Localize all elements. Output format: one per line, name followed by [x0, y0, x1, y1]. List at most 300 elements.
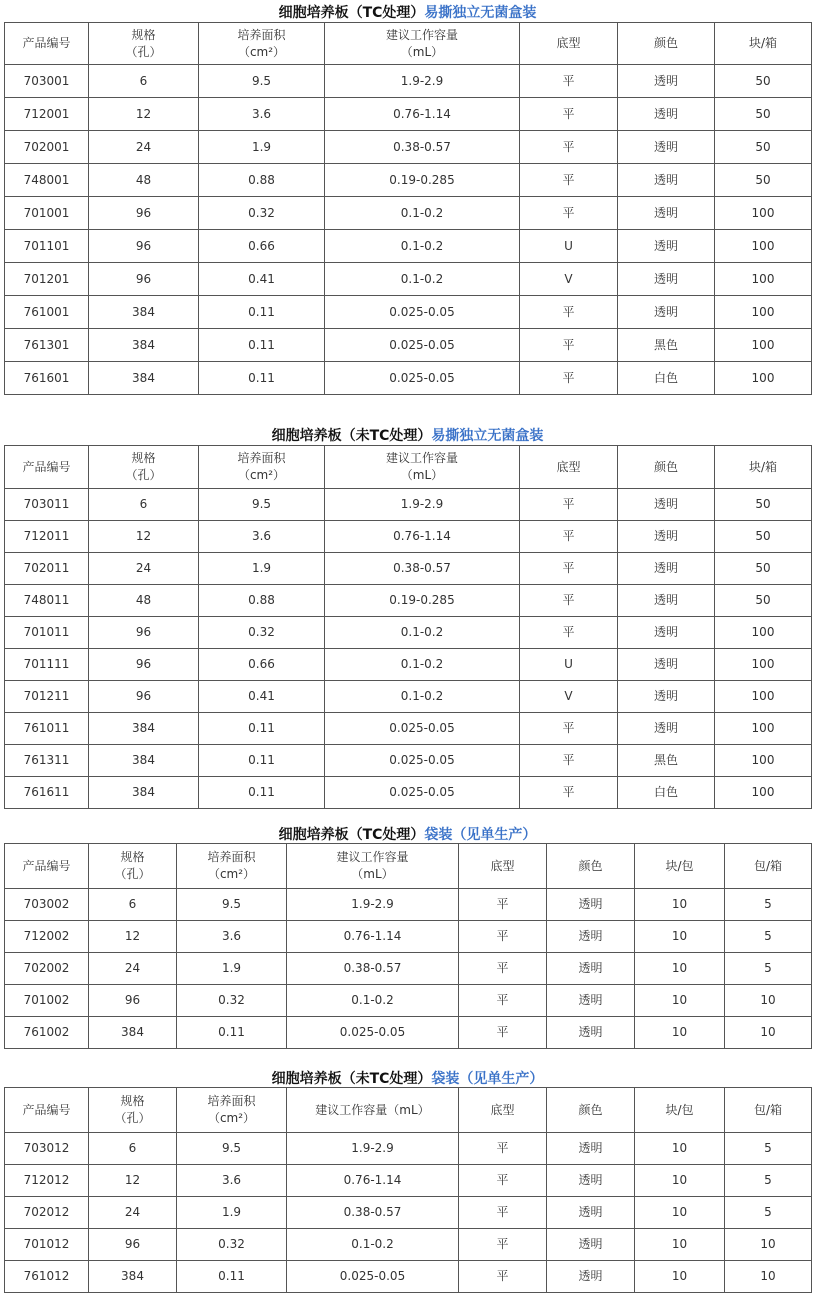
table-cell: 0.025-0.05	[287, 1261, 459, 1293]
table-cell: 6	[89, 1133, 177, 1165]
column-header-label: 底型	[490, 858, 515, 873]
column-header	[5, 23, 89, 65]
table-cell: 1.9-2.9	[287, 1133, 459, 1165]
table-cell: 50	[715, 65, 812, 98]
table-cell: 701211	[5, 681, 89, 713]
column-header-label: 建议工作容量	[336, 850, 409, 864]
table-cell: 100	[715, 649, 812, 681]
table-cell: 701111	[5, 649, 89, 681]
table-cell: 761311	[5, 745, 89, 777]
table-row	[5, 296, 812, 329]
table-cell: 透明	[618, 230, 715, 263]
table-cell: 384	[89, 296, 199, 329]
table-row	[5, 329, 812, 362]
table-cell: 761601	[5, 362, 89, 395]
table-cell: 0.025-0.05	[325, 713, 520, 745]
table-row	[5, 649, 812, 681]
table-cell: 6	[89, 65, 199, 98]
table-cell: 0.19-0.285	[325, 585, 520, 617]
table-cell: 703011	[5, 489, 89, 521]
column-header	[5, 446, 89, 489]
table-cell: 701001	[5, 197, 89, 230]
table-cell: 100	[715, 263, 812, 296]
table-cell: 平	[520, 713, 618, 745]
column-header	[547, 1088, 635, 1133]
table-cell: U	[520, 649, 618, 681]
table-cell: 透明	[547, 889, 635, 921]
table-cell: 5	[725, 1197, 812, 1229]
table-cell: 703012	[5, 1133, 89, 1165]
table-cell: 平	[459, 953, 547, 985]
table-cell: 761611	[5, 777, 89, 809]
table-cell: 0.1-0.2	[325, 197, 520, 230]
table-cell: 48	[89, 585, 199, 617]
table-cell: 384	[89, 1017, 177, 1049]
section-3-title-sub: 袋装（见单生产）	[424, 827, 537, 843]
table-cell: 平	[459, 1133, 547, 1165]
table-cell: 701201	[5, 263, 89, 296]
column-header-label: 产品编号	[22, 1102, 71, 1117]
table-row	[5, 953, 812, 985]
table-cell: 透明	[618, 649, 715, 681]
table-cell: 0.025-0.05	[325, 329, 520, 362]
table-cell: U	[520, 230, 618, 263]
table-row	[5, 65, 812, 98]
table-cell: 0.66	[199, 649, 325, 681]
table-cell: 平	[520, 553, 618, 585]
table-cell: 0.025-0.05	[325, 296, 520, 329]
table-cell: 0.025-0.05	[325, 362, 520, 395]
table-cell: 10	[725, 1017, 812, 1049]
table-cell: 0.38-0.57	[287, 953, 459, 985]
table-cell: 12	[89, 98, 199, 131]
table-cell: 0.025-0.05	[325, 777, 520, 809]
table-cell: 0.88	[199, 164, 325, 197]
table-cell: 384	[89, 362, 199, 395]
table-row	[5, 230, 812, 263]
table-2-body	[5, 446, 812, 809]
table-cell: 9.5	[199, 489, 325, 521]
column-header	[459, 844, 547, 889]
table-cell: 384	[89, 713, 199, 745]
column-header	[89, 23, 199, 65]
table-cell: 平	[459, 1197, 547, 1229]
table-cell: 12	[89, 921, 177, 953]
table-cell: 平	[459, 921, 547, 953]
table-row	[5, 585, 812, 617]
table-cell: 748001	[5, 164, 89, 197]
table-cell: 透明	[618, 98, 715, 131]
table-cell: 3.6	[199, 98, 325, 131]
table-cell: 100	[715, 296, 812, 329]
table-row	[5, 889, 812, 921]
table-cell: 透明	[618, 489, 715, 521]
table-cell: 10	[635, 1261, 725, 1293]
table-cell: 0.11	[199, 296, 325, 329]
column-header	[287, 844, 459, 889]
table-cell: 100	[715, 362, 812, 395]
section-2-title-main: 细胞培养板（未TC处理）	[271, 428, 432, 444]
column-header-label: 颜色	[578, 1102, 603, 1117]
column-header	[287, 1088, 459, 1133]
column-header	[199, 23, 325, 65]
table-cell: 384	[89, 777, 199, 809]
table-cell: 712012	[5, 1165, 89, 1197]
table-cell: 0.11	[199, 745, 325, 777]
table-cell: 10	[635, 1229, 725, 1261]
table-cell: 1.9-2.9	[287, 889, 459, 921]
table-cell: 透明	[618, 617, 715, 649]
table-cell: 10	[635, 889, 725, 921]
column-header-label: 规格	[131, 27, 156, 42]
table-cell: 702001	[5, 131, 89, 164]
section-3-title-main: 细胞培养板（TC处理）	[278, 827, 425, 843]
table-row	[5, 362, 812, 395]
column-header-label: 培养面积	[207, 850, 256, 864]
table-cell: 100	[715, 329, 812, 362]
table-row	[5, 921, 812, 953]
column-header	[325, 446, 520, 489]
section-1-title-main: 细胞培养板（TC处理）	[278, 5, 425, 21]
column-header	[618, 23, 715, 65]
column-header-label: 底型	[490, 1102, 515, 1117]
table-cell: 0.88	[199, 585, 325, 617]
column-header-label: 培养面积	[237, 451, 286, 465]
column-header-unit: （孔）	[125, 44, 162, 59]
table-row	[5, 713, 812, 745]
section-4-title-main: 细胞培养板（未TC处理）	[271, 1071, 432, 1087]
table-cell: 1.9	[199, 131, 325, 164]
table-cell: 透明	[547, 1197, 635, 1229]
table-row	[5, 985, 812, 1017]
table-cell: 100	[715, 617, 812, 649]
table-cell: V	[520, 681, 618, 713]
table-cell: 透明	[547, 1261, 635, 1293]
table-cell: 平	[459, 1229, 547, 1261]
table-cell: 透明	[618, 131, 715, 164]
table-cell: 48	[89, 164, 199, 197]
table-cell: 3.6	[199, 521, 325, 553]
table-cell: 5	[725, 1133, 812, 1165]
table-row	[5, 617, 812, 649]
table-cell: 761011	[5, 713, 89, 745]
table-cell: 761002	[5, 1017, 89, 1049]
table-cell: 701012	[5, 1229, 89, 1261]
table-cell: 透明	[547, 1017, 635, 1049]
table-cell: 3.6	[177, 921, 287, 953]
column-header	[635, 844, 725, 889]
section-3-title	[0, 824, 815, 844]
table-cell: 0.025-0.05	[287, 1017, 459, 1049]
section-1-title-sub: 易撕独立无菌盒装	[424, 5, 537, 21]
table-cell: 透明	[618, 585, 715, 617]
column-header	[177, 1088, 287, 1133]
column-header-unit: （mL）	[400, 468, 444, 482]
table-cell: 透明	[618, 681, 715, 713]
product-table-2	[4, 445, 812, 809]
table-cell: 712011	[5, 521, 89, 553]
table-cell: 黑色	[618, 745, 715, 777]
table-cell: 12	[89, 521, 199, 553]
column-header-unit: （cm²）	[237, 468, 286, 482]
table-cell: 白色	[618, 362, 715, 395]
section-2-title-sub: 易撕独立无菌盒装	[431, 428, 544, 444]
table-cell: 平	[459, 985, 547, 1017]
column-header-label: 块/箱	[748, 459, 778, 474]
table-cell: 0.1-0.2	[325, 263, 520, 296]
table-cell: 761001	[5, 296, 89, 329]
column-header	[618, 446, 715, 489]
table-cell: 701002	[5, 985, 89, 1017]
column-header-label: 底型	[556, 459, 581, 474]
table-cell: 平	[520, 585, 618, 617]
table-cell: 平	[520, 131, 618, 164]
table-cell: 0.32	[199, 197, 325, 230]
section-4-title-sub: 袋装（见单生产）	[431, 1071, 544, 1087]
column-header-label: 包/箱	[753, 858, 783, 873]
column-header	[715, 446, 812, 489]
table-cell: 平	[520, 296, 618, 329]
column-header	[725, 844, 812, 889]
table-row	[5, 521, 812, 553]
table-cell: 96	[89, 649, 199, 681]
column-header	[177, 844, 287, 889]
section-2-title	[0, 425, 815, 445]
table-cell: 透明	[618, 263, 715, 296]
table-cell: 100	[715, 713, 812, 745]
column-header-label: 建议工作容量（mL）	[315, 1102, 430, 1117]
column-header-label: 建议工作容量	[385, 27, 458, 42]
column-header-label: 块/箱	[748, 36, 778, 50]
table-cell: 5	[725, 921, 812, 953]
table-cell: 50	[715, 164, 812, 197]
table-cell: 0.11	[177, 1017, 287, 1049]
table-cell: 0.66	[199, 230, 325, 263]
table-cell: 24	[89, 131, 199, 164]
table-cell: 0.1-0.2	[325, 649, 520, 681]
table-cell: 712002	[5, 921, 89, 953]
table-cell: 透明	[618, 65, 715, 98]
column-header	[5, 844, 89, 889]
table-cell: 761301	[5, 329, 89, 362]
table-cell: 3.6	[177, 1165, 287, 1197]
table-header-row	[5, 844, 812, 889]
column-header-label: 规格	[120, 850, 145, 864]
table-cell: 96	[89, 617, 199, 649]
table-row	[5, 164, 812, 197]
table-cell: 平	[520, 362, 618, 395]
table-cell: 100	[715, 230, 812, 263]
table-row	[5, 681, 812, 713]
table-cell: 0.76-1.14	[287, 1165, 459, 1197]
column-header-label: 培养面积	[207, 1094, 256, 1108]
table-cell: 0.11	[199, 713, 325, 745]
table-cell: 100	[715, 745, 812, 777]
table-cell: 0.1-0.2	[325, 681, 520, 713]
column-header-label: 颜色	[653, 36, 678, 50]
column-header-unit: （孔）	[125, 468, 162, 482]
table-cell: 透明	[547, 1165, 635, 1197]
table-cell: 0.32	[177, 985, 287, 1017]
column-header	[89, 1088, 177, 1133]
column-header-label: 产品编号	[22, 36, 71, 50]
table-cell: 0.76-1.14	[325, 521, 520, 553]
table-cell: 9.5	[177, 1133, 287, 1165]
table-header-row	[5, 23, 812, 65]
product-table-3	[4, 843, 812, 1049]
table-cell: 703001	[5, 65, 89, 98]
column-header-label: 块/包	[665, 1102, 694, 1117]
column-header	[325, 23, 520, 65]
table-cell: 平	[520, 745, 618, 777]
column-header-label: 底型	[556, 36, 581, 50]
table-cell: 平	[520, 65, 618, 98]
table-cell: 平	[459, 889, 547, 921]
table-cell: 0.11	[177, 1261, 287, 1293]
table-3-body	[5, 844, 812, 1049]
table-cell: 透明	[547, 953, 635, 985]
table-cell: 0.41	[199, 263, 325, 296]
table-cell: 384	[89, 1261, 177, 1293]
table-cell: 10	[725, 1261, 812, 1293]
table-row	[5, 489, 812, 521]
table-cell: 384	[89, 745, 199, 777]
column-header	[715, 23, 812, 65]
table-cell: 1.9	[177, 1197, 287, 1229]
table-cell: 透明	[618, 553, 715, 585]
column-header	[459, 1088, 547, 1133]
table-cell: 0.19-0.285	[325, 164, 520, 197]
table-cell: 平	[459, 1017, 547, 1049]
column-header-unit: （cm²）	[207, 867, 256, 881]
table-cell: 24	[89, 553, 199, 585]
table-cell: 平	[520, 197, 618, 230]
table-cell: 0.41	[199, 681, 325, 713]
table-cell: 96	[89, 263, 199, 296]
table-cell: 透明	[618, 197, 715, 230]
table-cell: 10	[635, 921, 725, 953]
table-cell: 白色	[618, 777, 715, 809]
table-cell: 0.38-0.57	[325, 131, 520, 164]
table-cell: 12	[89, 1165, 177, 1197]
table-cell: 24	[89, 1197, 177, 1229]
table-row	[5, 1133, 812, 1165]
table-cell: 0.32	[199, 617, 325, 649]
table-cell: 透明	[618, 296, 715, 329]
table-cell: 96	[89, 1229, 177, 1261]
column-header-unit: （cm²）	[237, 44, 286, 59]
table-cell: 6	[89, 489, 199, 521]
column-header-label: 规格	[120, 1094, 145, 1108]
table-cell: 0.11	[199, 329, 325, 362]
table-header-row	[5, 446, 812, 489]
table-cell: 96	[89, 230, 199, 263]
table-cell: 5	[725, 889, 812, 921]
table-cell: 平	[520, 98, 618, 131]
table-cell: 10	[725, 985, 812, 1017]
table-cell: 平	[520, 164, 618, 197]
column-header-unit: （cm²）	[207, 1111, 256, 1125]
table-cell: 0.32	[177, 1229, 287, 1261]
table-cell: 6	[89, 889, 177, 921]
table-cell: 10	[635, 985, 725, 1017]
product-table-1	[4, 22, 812, 395]
table-row	[5, 553, 812, 585]
table-cell: 透明	[618, 521, 715, 553]
table-cell: 100	[715, 197, 812, 230]
section-4-title	[0, 1068, 815, 1088]
column-header	[520, 23, 618, 65]
table-cell: 平	[520, 489, 618, 521]
column-header	[520, 446, 618, 489]
table-row	[5, 197, 812, 230]
table-cell: 748011	[5, 585, 89, 617]
column-header	[5, 1088, 89, 1133]
table-cell: 9.5	[177, 889, 287, 921]
table-cell: 0.38-0.57	[325, 553, 520, 585]
table-cell: 透明	[547, 985, 635, 1017]
table-row	[5, 745, 812, 777]
column-header-label: 建议工作容量	[385, 451, 458, 465]
table-row	[5, 777, 812, 809]
table-cell: 10	[635, 953, 725, 985]
column-header-label: 颜色	[578, 858, 603, 873]
table-row	[5, 1261, 812, 1293]
table-cell: 0.025-0.05	[325, 745, 520, 777]
table-cell: 701011	[5, 617, 89, 649]
table-cell: 平	[520, 617, 618, 649]
table-row	[5, 1229, 812, 1261]
column-header-unit: （mL）	[400, 44, 444, 59]
column-header-unit: （mL）	[351, 867, 394, 881]
table-cell: 384	[89, 329, 199, 362]
column-header-label: 块/包	[665, 858, 694, 873]
table-cell: 透明	[547, 1133, 635, 1165]
table-row	[5, 131, 812, 164]
table-cell: 96	[89, 985, 177, 1017]
table-cell: 100	[715, 777, 812, 809]
table-cell: 50	[715, 98, 812, 131]
table-cell: 平	[520, 777, 618, 809]
table-row	[5, 263, 812, 296]
column-header-label: 规格	[131, 451, 156, 465]
table-cell: 10	[635, 1197, 725, 1229]
table-cell: 5	[725, 1165, 812, 1197]
table-cell: 透明	[547, 921, 635, 953]
table-cell: 761012	[5, 1261, 89, 1293]
table-cell: 50	[715, 489, 812, 521]
column-header-label: 颜色	[653, 459, 678, 474]
column-header-unit: （孔）	[114, 1111, 151, 1125]
table-cell: 0.11	[199, 362, 325, 395]
table-cell: 702002	[5, 953, 89, 985]
table-cell: 平	[520, 329, 618, 362]
table-cell: 100	[715, 681, 812, 713]
table-cell: 96	[89, 197, 199, 230]
table-cell: 0.1-0.2	[325, 617, 520, 649]
table-cell: 50	[715, 553, 812, 585]
table-cell: 10	[635, 1165, 725, 1197]
table-cell: 0.1-0.2	[287, 985, 459, 1017]
column-header-label: 培养面积	[237, 27, 286, 42]
table-cell: 50	[715, 131, 812, 164]
table-row	[5, 1197, 812, 1229]
column-header-label: 包/箱	[753, 1102, 783, 1117]
table-cell: 1.9-2.9	[325, 489, 520, 521]
table-cell: 平	[520, 521, 618, 553]
table-cell: 9.5	[199, 65, 325, 98]
table-cell: 712001	[5, 98, 89, 131]
